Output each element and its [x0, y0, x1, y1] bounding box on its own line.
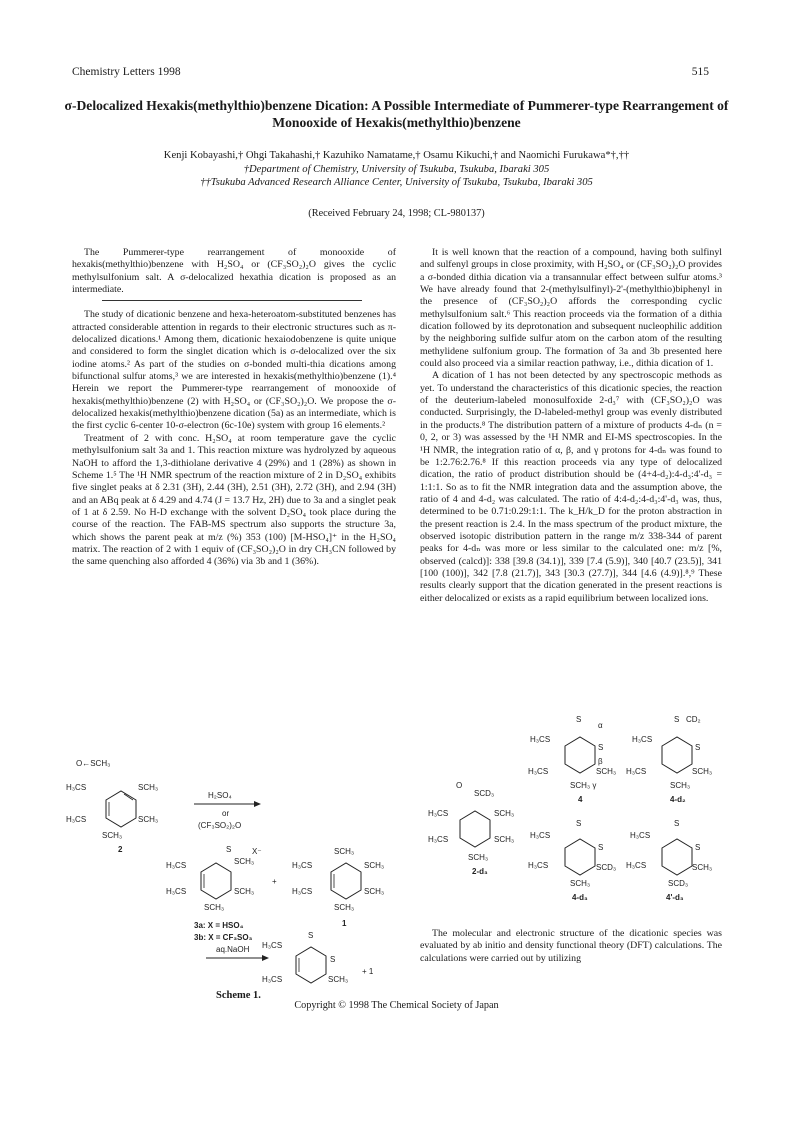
compound-2-structure — [66, 760, 158, 854]
right-column — [420, 247, 722, 605]
sch3-label: SCH₃ — [138, 783, 159, 792]
s-label: S — [330, 955, 336, 964]
affiliation-1: †Department of Chemistry, University of Tsukuba, Tsukuba, Ibaraki 305 — [243, 163, 550, 175]
h3cs-label: H₃CS — [262, 975, 283, 984]
compound-3a-label: 3a: X = HSO₄ — [194, 921, 244, 930]
scd3-label: SCD₃ — [596, 863, 617, 872]
h3cs-label: H₃CS — [292, 861, 313, 870]
s-label: S — [674, 819, 680, 828]
affiliation-2: ††Tsukuba Advanced Research Alliance Center, University of Tsukuba, Tsukuba, Ibaraki 305 — [200, 177, 593, 188]
received-date: (Received February 24, 1998; CL-980137) — [308, 208, 485, 219]
h3cs-label: H₃CS — [530, 831, 551, 840]
sch3-label: SCH₃ — [364, 887, 385, 896]
sch3-label: SCH₃ — [692, 863, 713, 872]
sulfonium-s-label: S — [226, 845, 232, 854]
counterion-label: X⁻ — [252, 847, 262, 856]
scd3-label: SCD₃ — [668, 879, 689, 888]
reagent-h2so4: H₂SO₄ — [208, 791, 232, 800]
compound-3-structure — [166, 845, 262, 942]
abstract: The Pummerer-type rearrangement of monooxide of hexakis(methylthio)benzene with H₂SO₄ or (CF₃SO₂)₂O gives the cyclic methylsulfonium salt. A σ-delocalized hexathia dication is proposed as an intermediate. — [72, 247, 396, 296]
h3cs-label: H₃CS — [428, 809, 449, 818]
sch3-gamma-label: SCH₃ γ — [570, 781, 597, 790]
s-label: S — [598, 743, 604, 752]
h3cs-label: H₃CS — [528, 767, 549, 776]
author-list: Kenji Kobayashi,† Ohgi Takahashi,† Kazuhiko Namatame,† Osamu Kikuchi,† and Naomichi Furukawa*†,†† — [163, 150, 630, 161]
reagent-naoh: aq.NaOH — [216, 945, 250, 954]
alpha-label: α — [598, 721, 603, 730]
h3cs-label: H₃CS — [632, 735, 653, 744]
copyright-footer: Copyright © 1998 The Chemical Society of Japan — [294, 1000, 499, 1011]
right-column-tail — [420, 928, 722, 965]
sch3-label: SCH₃ — [234, 887, 255, 896]
compound-4d3-label: 4-d₃ — [572, 893, 588, 902]
plus-sign: + — [272, 877, 277, 886]
h3cs-label: H₃CS — [428, 835, 449, 844]
body-paragraph: Treatment of 2 with conc. H₂SO₄ at room temperature gave the cyclic methylsulfonium salt 3a and 1. This reaction mixture was hydrolyzed by aqueous NaOH to afford the 1,3-dithiolane derivative 4 (29%) and 1 (28%) as shown in Scheme 1.⁵ The ¹H NMR spectrum of the reaction mixture of 2 in D₂SO₄ exhibits five singlet peaks at δ 2.31 (3H), 2.44 (3H), 2.51 (3H), 2.72 (3H), and 2.94 (3H) and an ABq peak at δ 4.29 and 4.74 (J = 13.7 Hz, 2H) due to 3a and a singlet peak of 1 at δ 2.59. No H-D exchange with the solvent D₂SO₄ took place during the course of the reaction. The FAB-MS spectrum also supports the structure 3a, which shows the parent peak at m/z (%) 353 (100) [M-HSO₄]⁺ in the H₂SO₄ matrix. The reaction of 2 with 1 equiv of (CF₃SO₂)₂O in dry CH₃CN followed by the same quenching also afforded 4 (36%) via 3b and 1 (36%). — [72, 432, 396, 568]
abstract-divider — [102, 300, 362, 301]
sch3-label: SCH₃ — [596, 767, 617, 776]
sch3-label: SCH₃ — [570, 879, 591, 888]
h3cs-label: H₃CS — [626, 861, 647, 870]
s-label: S — [695, 843, 701, 852]
compound-4d2-label: 4-d₂ — [670, 795, 686, 804]
h3cs-label: H₃CS — [66, 783, 87, 792]
body-paragraph: The study of dicationic benzene and hexa-heteroatom-substituted benzenes has attracted considerable attention in regards to their electronic structures such as π-delocalized dications.¹ Among them, dicationic hexaiodobenzene is quite unique and considered to form the singlet dication which is σ-delocalized over the six iodine atoms.² As part of the studies on σ-bonded multi-thia dications among bifunctional sulfur atoms,³ we are interested in hexakis(methylthio)benzene (1).⁴ Herein we report the Pummerer-type rearrangement of monooxide of hexakis(methylthio)benzene (2) with H₂SO₄ or (CF₃SO₂)₂O. We propose the σ-delocalized hexakis(methylthio)benzene dication (5a) as an intermediate, which is the first cyclic 6-center 10-σ-electron (6c-10e) system with group 16 elements.² — [72, 309, 396, 432]
compound-4prime-d3-label: 4'-d₃ — [666, 893, 684, 902]
compound-2d3 — [428, 781, 514, 876]
s-label: S — [576, 819, 582, 828]
compound-4d2 — [626, 715, 712, 804]
o-sch3-label: O←SCH₃ — [76, 760, 111, 768]
body-paragraph: It is well known that the reaction of a compound, having both sulfinyl and sulfenyl groups in close proximity, with H₂SO₄ or (CF₃SO₂)₂O provides a σ-bonded dithia dication via a transannular effect between sulfur atoms.³ We have already found that 2-(methylsulfinyl)-2'-(methylthio)biphenyl in the presence of (CF₃SO₂)₂O affords the corresponding cyclic methylsulfonium salt.⁶ This reaction proceeds via the formation of a dithia dication followed by its deprotonation and subsequent nucleophilic addition by the neighboring sulfide sulfur atom on the carbon atom of the resulting methylidene sulfonium group. The formation of 3a and 3b presented here could also proceed via a similar reaction pathway, i.e., dithia dication of 1. — [420, 247, 722, 370]
compound-4d3 — [528, 819, 616, 902]
compound-4-label: 4 — [578, 795, 583, 804]
compound-1-label: 1 — [342, 919, 347, 928]
h3cs-label: H₃CS — [530, 735, 551, 744]
scheme-1-figure — [66, 760, 396, 990]
body-paragraph: A dication of 1 has not been detected by any spectroscopic methods as yet. To understand the characteristics of this dicationic species, the reaction of the deuterium-labeled monosulfoxide 2-d₃⁷ with (CF₃SO₂)₂O was conducted. Surprisingly, the D-labeled-methyl group was evenly distributed in the products.⁸ The distribution pattern of a mixture of products 4-dₙ (n = 0, 2, or 3) was assessed by the ¹H NMR and EI-MS spectroscopies. In the ¹H NMR, the integration ratio of α, β, and γ protons for 4-dₙ was found to be 1:2.76:2.76.⁸ If this reaction proceeds via any type of delocalized dication, the ratio of product distribution should be (4+4-d₂):4-d₃:4'-d₃ = 1:1:1. So as to fit the NMR integration data and the assumption above, the ratio of 4 and 4-d₂ was calculated. The ratio of 4:4-d₂:4-d₃:4'-d₃ was, thus, determined to be 0.71:0.29:1:1. The k_H/k_D for the proton abstraction in the present reaction is 2.4. In the mass spectrum of the product mixture, the observed isotopic distribution pattern in the range m/z 338-344 of parent peaks for 4-dₙ was more or less similar to the calculated one: m/z [%, observed (calcd)]: 338 [39.8 (34.1)], 339 [7.4 (5.9)], 340 [40.7 (23.5)], 341 [100 (100)], 342 [7.8 (21.7)], 343 [30.3 (27.7)], 344 [4.6 (4.9)].⁸,⁹ These results clearly support that the dication generated in the present reactions is either delocalized or exists as a rapid equilibrium between localized ions. — [420, 370, 722, 604]
reagent-tf2o: (CF₃SO₂)₂O — [198, 821, 242, 830]
h3cs-label: H₃CS — [630, 831, 651, 840]
s-label: S — [576, 715, 582, 724]
oxygen-label: O — [456, 781, 463, 790]
sch3-label: SCH₃ — [494, 809, 515, 818]
paper-title: σ-Delocalized Hexakis(methylthio)benzene Dication: A Possible Intermediate of Pummerer-type Rearrangement of Monooxide of Hexakis(methylthio)benzene — [64, 98, 729, 130]
compound-4-structure — [262, 931, 348, 984]
sch3-label: SCH₃ — [102, 831, 123, 840]
s-label: S — [598, 843, 604, 852]
compound-4-top — [528, 715, 616, 804]
author-block — [60, 149, 733, 190]
plus-1: + 1 — [362, 967, 374, 976]
reagent-or: or — [222, 809, 230, 818]
h3cs-label: H₃CS — [626, 767, 647, 776]
s-label: S — [695, 743, 701, 752]
deuterated-compounds-figure — [420, 708, 722, 908]
h3cs-label: H₃CS — [292, 887, 313, 896]
body-paragraph: The molecular and electronic structure of the dicationic species was evaluated by ab initio and density functional theory (DFT) calculations. The calculations were carried out by utilizing — [420, 928, 722, 964]
sch3-label: SCH₃ — [494, 835, 515, 844]
journal-name: Chemistry Letters 1998 — [72, 66, 181, 78]
sch3-label: SCH₃ — [334, 847, 355, 856]
sch3-label: SCH₃ — [364, 861, 385, 870]
scd3-label: SCD₃ — [474, 789, 495, 798]
sch3-label: SCH₃ — [328, 975, 349, 984]
scheme-caption: Scheme 1. — [216, 990, 261, 1001]
sch3-label: SCH₃ — [204, 903, 225, 912]
s-cd2-label: S — [674, 715, 680, 724]
left-column — [72, 247, 396, 569]
sch3-label: SCH₃ — [234, 857, 255, 866]
sch3-label: SCH₃ — [334, 903, 355, 912]
compound-1-structure — [292, 847, 384, 928]
compound-2-label: 2 — [118, 845, 123, 854]
s-label: S — [308, 931, 314, 940]
page-number: 515 — [691, 66, 709, 78]
compound-2d3-label: 2-d₃ — [472, 867, 488, 876]
sch3-label: SCH₃ — [468, 853, 489, 862]
h3cs-label: H₃CS — [166, 887, 187, 896]
compound-3b-label: 3b: X = CF₃SO₃ — [194, 933, 253, 942]
h3cs-label: H₃CS — [528, 861, 549, 870]
compound-4prime-d3 — [626, 819, 712, 902]
cd2-label: CD₂ — [686, 715, 701, 724]
beta-label: β — [598, 757, 603, 766]
sch3-label: SCH₃ — [670, 781, 691, 790]
h3cs-label: H₃CS — [166, 861, 187, 870]
sch3-label: SCH₃ — [692, 767, 713, 776]
h3cs-label: H₃CS — [262, 941, 283, 950]
h3cs-label: H₃CS — [66, 815, 87, 824]
sch3-label: SCH₃ — [138, 815, 159, 824]
